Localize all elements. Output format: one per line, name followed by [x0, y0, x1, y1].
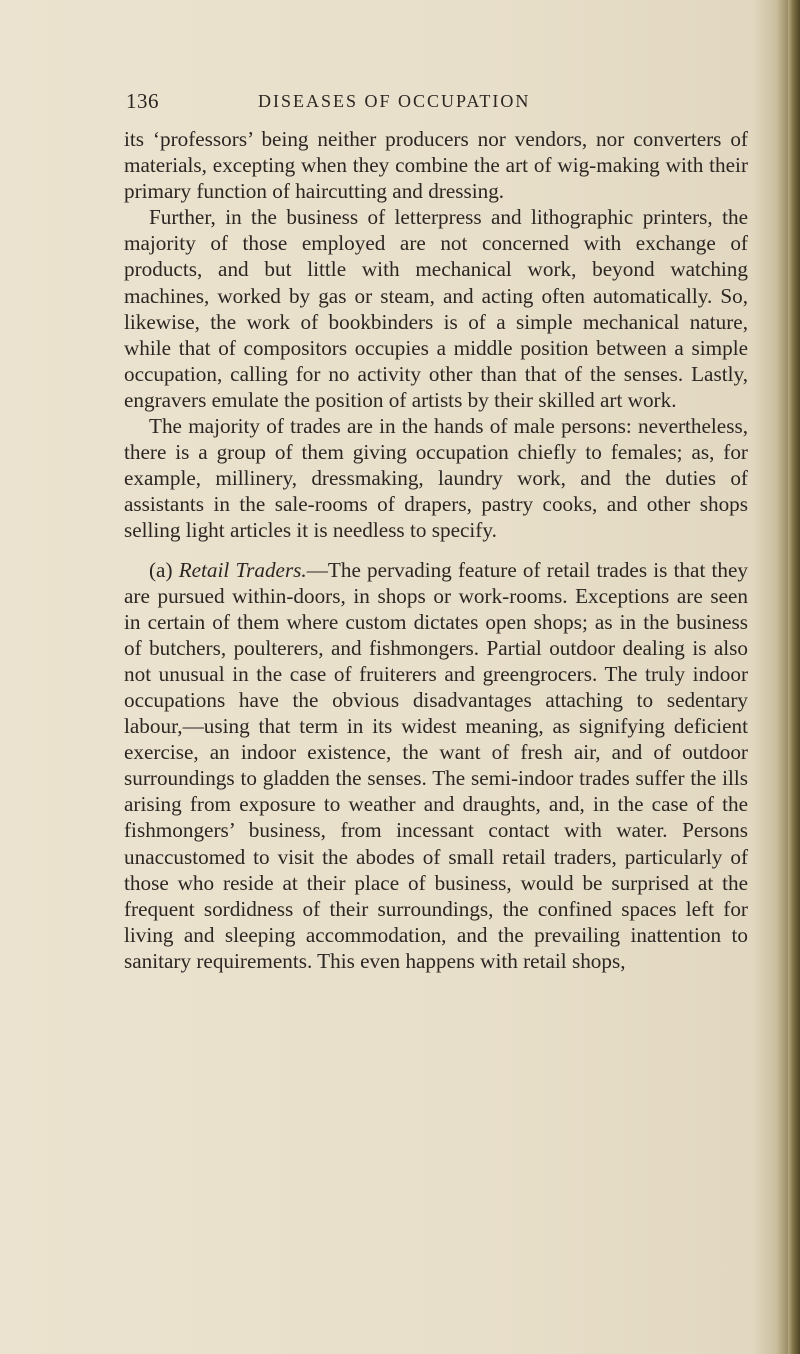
- section-text: —The pervading feature of retail trades is that they are pursued within-doors, in shops or work-rooms. Exceptions are seen in certain of them where custom dictates open shops; as in the business of butchers, poulterers, and fishmongers. Partial outdoor dealing is also not unusual in the case of fruiterers and greengrocers. The truly indoor occupations have the obvious disadvantages attaching to sedentary labour,—using that term in its widest meaning, as signifying deficient exercise, an indoor existence, the want of fresh air, and of outdoor surroundings to gladden the senses. The semi-indoor trades suffer the ills arising from exposure to weather and draughts, and, in the case of the fishmongers’ business, from incessant contact with water. Persons unaccustomed to visit the abodes of small retail traders, particularly of those who reside at their place of business, would be surprised at the frequent sordidness of their surroundings, the confined spaces left for living and sleeping accommodation, and the prevailing inattention to sanitary requirements. This even happens with retail shops,: [124, 557, 749, 973]
- paragraph-continued: its ‘professors’ being neither producers nor vendors, nor converters of materials, excepting when they combine the art of wig-making with their primary function of haircutting and dressing.: [124, 127, 748, 204]
- page-edge-shadow: [788, 0, 800, 1354]
- body-text: [124, 126, 748, 974]
- paragraph-printers: Further, in the business of letterpress and lithographic printers, the majority of those employed are not concerned with exchange of products, and but little with mechanical work, beyond watching machines, worked by gas or steam, and acting often automatically. So, likewise, the work of bookbinders is of a simple mechanical nature, while that of compositors occupies a middle position between a simple occupation, calling for no activity other than that of the senses. Lastly, engravers emulate the position of artists by their skilled art work.: [124, 205, 748, 412]
- section-heading: Retail Traders.: [178, 557, 307, 582]
- section-marker: (a): [149, 557, 173, 582]
- paragraph-trades: The majority of trades are in the hands of male persons: nevertheless, there is a group of them giving occupation chiefly to females; as, for example, millinery, dressmaking, laundry work, and the duties of assistants in the sale-rooms of drapers, pastry cooks, and other shops selling light articles it is needless to specify.: [124, 414, 748, 543]
- page-header: [0, 89, 800, 119]
- section-retail-traders: [124, 557, 748, 975]
- page-number: 136: [126, 89, 159, 113]
- running-head: DISEASES OF OCCUPATION: [258, 91, 531, 111]
